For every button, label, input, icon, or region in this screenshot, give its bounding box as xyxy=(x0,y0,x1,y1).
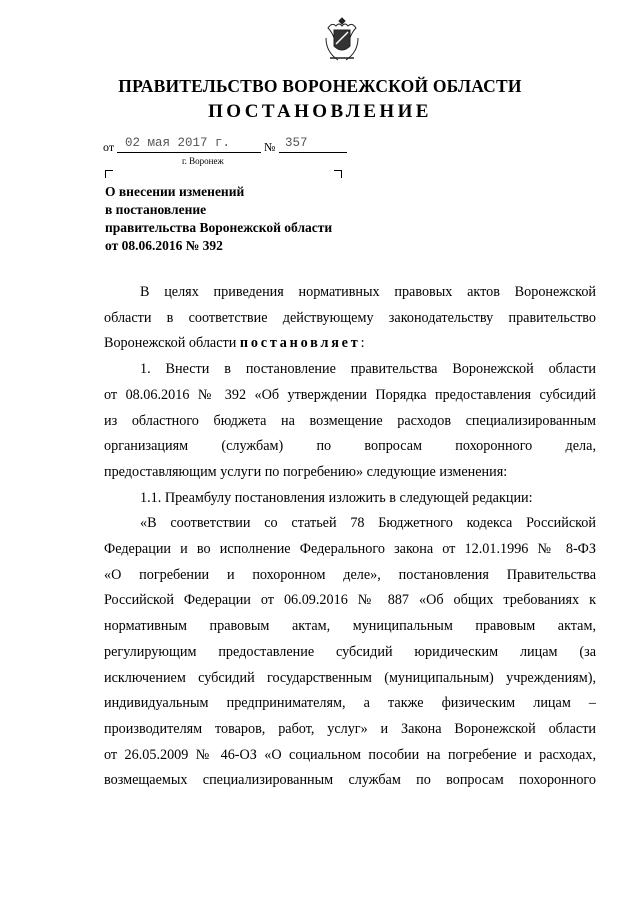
subject-line: правительства Воронежской области xyxy=(105,220,333,235)
document-type: ПОСТАНОВЛЕНИЕ xyxy=(208,101,432,122)
document-subject xyxy=(105,183,405,255)
quote-line: исключением субсидий государственным (муниципальным) учреждениям), xyxy=(104,669,596,686)
quote-line: «В соответствии со статьей 78 Бюджетного кодекса Российской xyxy=(140,515,596,532)
decree-colon: : xyxy=(360,335,365,352)
subject-line: О внесении изменений xyxy=(105,184,245,199)
date-prefix: от xyxy=(103,140,115,154)
body-line: В целях приведения нормативных правовых актов Воронежской xyxy=(140,284,596,300)
quote-line: производителям товаров, работ, услуг» и Закона Воронежской области xyxy=(104,720,596,737)
subject-bracket-right xyxy=(334,170,342,178)
body-line xyxy=(104,331,596,357)
government-name: ПРАВИТЕЛЬСТВО ВОРОНЕЖСКОЙ ОБЛАСТИ xyxy=(118,76,522,96)
body-line: предоставляющим услуги по погребению» следующие изменения: xyxy=(104,463,508,480)
date-underline xyxy=(117,152,261,153)
date-number-line xyxy=(103,136,363,156)
document-body xyxy=(104,280,596,794)
quote-line: от 26.05.2009 № 46-ОЗ «О социальном пособии на погребение и расходах, xyxy=(104,746,596,763)
body-line: 1.1. Преамбулу постановления изложить в следующей редакции: xyxy=(140,489,533,506)
coat-of-arms-emblem xyxy=(322,14,362,64)
intro-end: Воронежской области xyxy=(104,335,240,352)
number-value: 357 xyxy=(285,136,308,150)
body-line: 1. Внести в постановление правительства Воронежской области xyxy=(140,361,596,378)
city: г. Воронеж xyxy=(182,156,224,166)
body-line: организациям (службам) по вопросам похоронного дела, xyxy=(104,438,596,455)
quote-line: регулирующим предоставление субсидий юридическим лицам (за xyxy=(104,643,596,660)
quote-line: индивидуальным предпринимателям, а также физическим лицам – xyxy=(104,695,596,712)
number-prefix: № xyxy=(264,140,276,154)
quote-line: Российской Федерации от 06.09.2016 № 887 «Об общих требованиях к xyxy=(104,592,596,609)
body-line: из областного бюджета на возмещение расходов специализированным xyxy=(104,412,596,429)
date-value: 02 мая 2017 г. xyxy=(125,136,231,150)
quote-line: «О погребении и похоронном деле», постановления Правительства xyxy=(104,566,596,583)
decree-word: постановляет xyxy=(239,335,361,352)
quote-line: Федерации и во исполнение Федерального закона от 12.01.1996 № 8-ФЗ xyxy=(104,541,596,558)
subject-line: от 08.06.2016 № 392 xyxy=(105,238,223,253)
body-line: от 08.06.2016 № 392 «Об утверждении Порядка предоставления субсидий xyxy=(104,386,596,403)
subject-line: в постановление xyxy=(105,202,207,217)
body-line: области в соответствие действующему законодательству правительство xyxy=(104,309,596,326)
number-underline xyxy=(279,152,347,153)
quote-line: возмещаемых специализированным службам по вопросам похоронного xyxy=(104,772,596,789)
subject-bracket-left xyxy=(105,170,113,178)
quote-line: нормативным правовым актам, муниципальным правовым актам, xyxy=(104,618,596,635)
